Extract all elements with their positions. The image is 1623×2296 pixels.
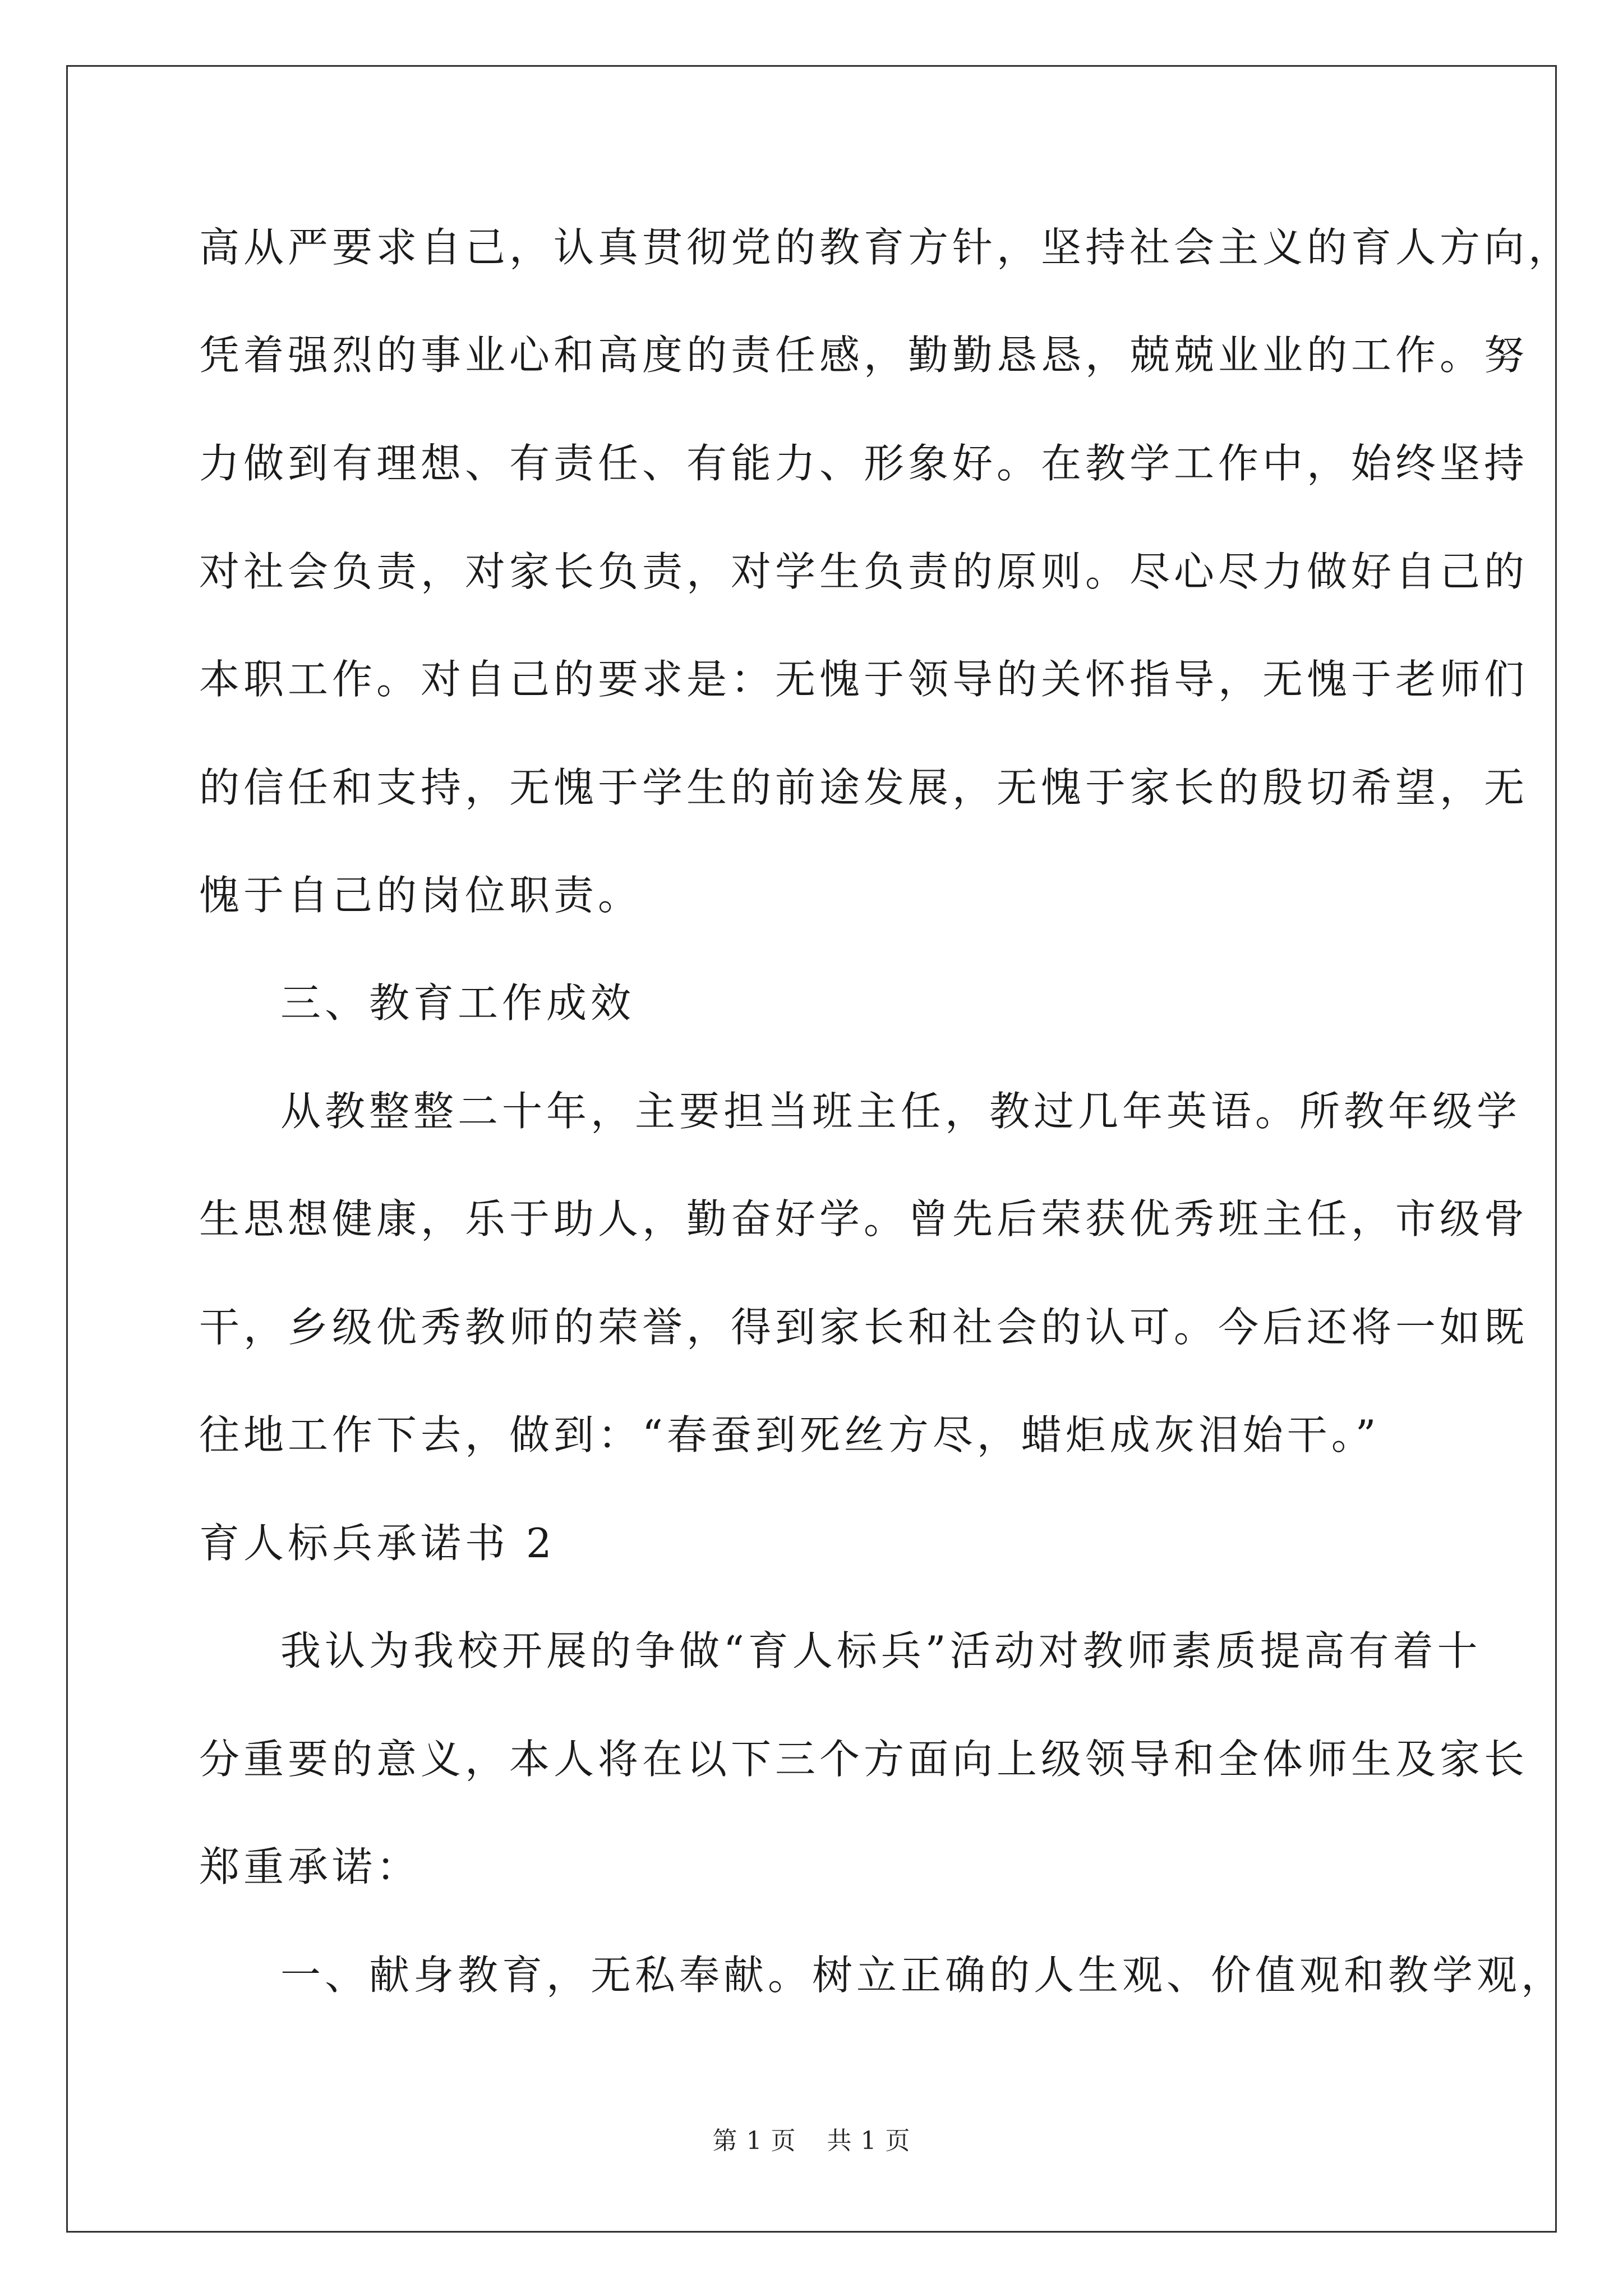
text-line: 的信任和支持，无愧于学生的前途发展，无愧于家长的殷切希望，无 bbox=[199, 764, 1529, 811]
document-subtitle: 育人标兵承诺书 2 bbox=[199, 1520, 556, 1567]
page-footer bbox=[0, 2129, 1623, 2154]
text-line: 高从严要求自己，认真贯彻党的教育方针，坚持社会主义的育人方向， bbox=[199, 224, 1573, 271]
text-line: 愧于自己的岗位职责。 bbox=[199, 872, 643, 919]
text-line: 我认为我校开展的争做“育人标兵”活动对教师素质提高有着十 bbox=[280, 1627, 1482, 1674]
text-line: 从教整整二十年，主要担当班主任，教过几年英语。所教年级学 bbox=[280, 1088, 1521, 1135]
text-line: 对社会负责，对家长负责，对学生负责的原则。尽心尽力做好自己的 bbox=[199, 548, 1529, 595]
text-line: 生思想健康，乐于助人，勤奋好学。曾先后荣获优秀班主任，市级骨 bbox=[199, 1195, 1529, 1243]
text-line: 郑重承诺： bbox=[199, 1843, 421, 1890]
text-line: 分重要的意义，本人将在以下三个方面向上级领导和全体师生及家长 bbox=[199, 1736, 1529, 1783]
text-line: 本职工作。对自己的要求是：无愧于领导的关怀指导，无愧于老师们 bbox=[199, 656, 1529, 703]
text-line: 力做到有理想、有责任、有能力、形象好。在教学工作中，始终坚持 bbox=[199, 440, 1529, 487]
page-number: 第 1 页 bbox=[712, 2127, 796, 2155]
text-line: 干，乡级优秀教师的荣誉，得到家长和社会的认可。今后还将一如既 bbox=[199, 1304, 1529, 1351]
page-total: 共 1 页 bbox=[827, 2127, 911, 2155]
text-line: 凭着强烈的事业心和高度的责任感，勤勤恳恳，兢兢业业的工作。努 bbox=[199, 332, 1529, 379]
text-line: 一、献身教育，无私奉献。树立正确的人生观、价值观和教学观， bbox=[280, 1952, 1566, 1999]
text-line: 往地工作下去，做到：“春蚕到死丝方尽，蜡炬成灰泪始干。” bbox=[199, 1411, 1380, 1458]
section-heading: 三、教育工作成效 bbox=[280, 979, 635, 1027]
page-border bbox=[66, 65, 1557, 2233]
